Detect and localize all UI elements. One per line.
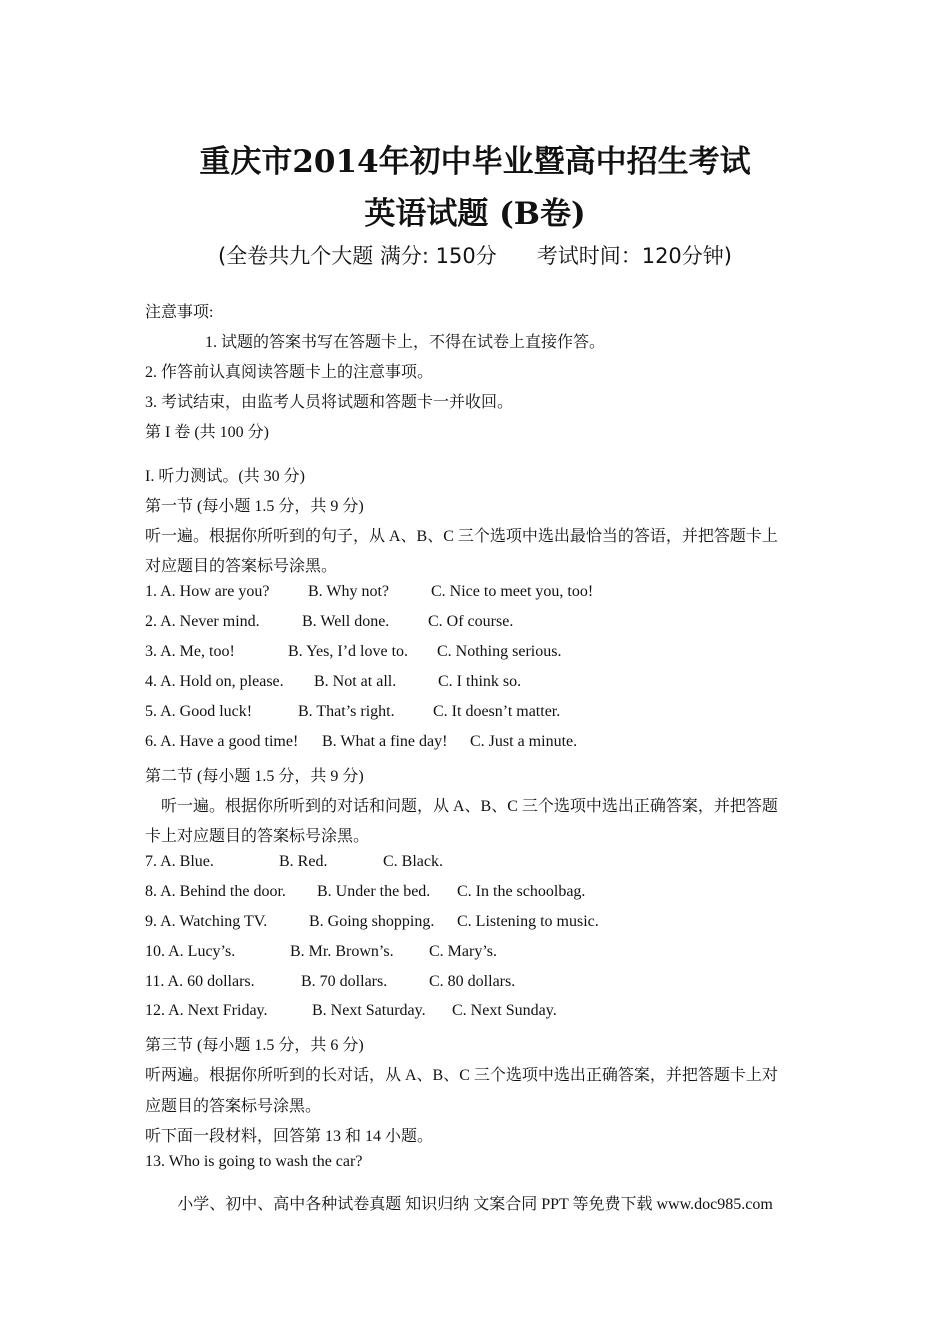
option-b: B. 70 dollars. [301, 973, 388, 990]
question-row [145, 613, 513, 631]
section1-instructions: 听一遍。根据你所听到的句子，从 A、B、C 三个选项中选出最恰当的答语，并把答题卡上 [145, 528, 778, 545]
section3-instructions: 听两遍。根据你所听到的长对话，从 A、B、C 三个选项中选出正确答案，并把答题卡上对 [145, 1067, 778, 1084]
option-c: C. Just a minute. [470, 733, 578, 750]
option-c: C. I think so. [438, 673, 522, 690]
option-a: 8. A. Behind the door. [145, 883, 286, 900]
section1-instructions: 对应题目的答案标号涂黑。 [145, 558, 338, 575]
option-a: 3. A. Me, too! [145, 643, 235, 660]
exam-info [0, 240, 950, 270]
option-a: 4. A. Hold on, please. [145, 673, 284, 690]
option-a: 5. A. Good luck! [145, 703, 253, 720]
notes-heading: 注意事项: [145, 304, 214, 321]
option-c: C. 80 dollars. [429, 973, 516, 990]
part1-heading: I. 听力测试。(共 30 分) [145, 468, 305, 485]
option-c: C. It doesn’t matter. [433, 703, 561, 720]
section3-heading: 第三节 (每小题 1.5 分，共 6 分) [145, 1037, 364, 1054]
option-a: 10. A. Lucy’s. [145, 943, 236, 960]
option-b: B. That’s right. [298, 703, 395, 720]
question-row [145, 853, 443, 871]
option-a: 7. A. Blue. [145, 853, 214, 870]
exam-time-info: 考试时间：120分钟) [536, 244, 732, 268]
question-13: 13. Who is going to wash the car? [145, 1153, 363, 1170]
question-row [145, 703, 560, 721]
option-b: B. Well done. [302, 613, 390, 630]
option-b: B. Why not? [308, 583, 390, 600]
option-c: C. Listening to music. [457, 913, 599, 930]
page-footer: 小学、初中、高中各种试卷真题 知识归纳 文案合同 PPT 等免费下载 www.doc985.com [177, 1196, 773, 1213]
section2-heading: 第二节 (每小题 1.5 分，共 9 分) [145, 768, 364, 785]
option-b: B. Under the bed. [317, 883, 431, 900]
question-row [145, 973, 515, 991]
option-a: 1. A. How are you? [145, 583, 270, 600]
section3-instructions: 应题目的答案标号涂黑。 [145, 1098, 322, 1115]
option-c: C. Nothing serious. [437, 643, 562, 660]
option-b: B. Next Saturday. [312, 1002, 426, 1019]
exam-title: 重庆市2014年初中毕业暨高中招生考试 [199, 144, 751, 180]
question-row [145, 883, 585, 901]
option-c: C. Mary’s. [429, 943, 497, 960]
question-row [145, 673, 521, 691]
option-a: 6. A. Have a good time! [145, 733, 299, 750]
paper1-heading: 第 I 卷 (共 100 分) [145, 424, 269, 441]
option-a: 2. A. Never mind. [145, 613, 260, 630]
option-c: C. Next Sunday. [452, 1002, 557, 1019]
question-row [145, 913, 599, 931]
question-row [145, 943, 497, 961]
option-c: C. Black. [383, 853, 443, 870]
option-c: C. In the schoolbag. [457, 883, 586, 900]
option-b: B. What a fine day! [322, 733, 448, 750]
question-row [145, 733, 577, 751]
section3-material: 听下面一段材料，回答第 13 和 14 小题。 [145, 1128, 434, 1145]
option-c: C. Nice to meet you, too! [431, 583, 594, 600]
question-row [145, 1002, 557, 1020]
option-c: C. Of course. [428, 613, 514, 630]
option-a: 12. A. Next Friday. [145, 1002, 268, 1019]
option-b: B. Yes, I’d love to. [288, 643, 409, 660]
option-a: 9. A. Watching TV. [145, 913, 268, 930]
option-b: B. Not at all. [314, 673, 397, 690]
option-b: B. Going shopping. [309, 913, 435, 930]
section1-heading: 第一节 (每小题 1.5 分，共 9 分) [145, 498, 364, 515]
question-row [145, 643, 561, 661]
section2-instructions: 卡上对应题目的答案标号涂黑。 [145, 828, 370, 845]
note-item: 2. 作答前认真阅读答题卡上的注意事项。 [145, 364, 434, 381]
exam-score-info: (全卷共九个大题 满分: 150分 [218, 244, 497, 268]
option-a: 11. A. 60 dollars. [145, 973, 255, 990]
option-b: B. Red. [279, 853, 328, 870]
option-b: B. Mr. Brown’s. [290, 943, 394, 960]
section2-instructions: 听一遍。根据你所听到的对话和问题，从 A、B、C 三个选项中选出正确答案，并把答题 [161, 798, 778, 815]
note-item: 1. 试题的答案书写在答题卡上，不得在试卷上直接作答。 [205, 334, 606, 351]
exam-subtitle: 英语试题 (B卷) [364, 196, 586, 232]
note-item: 3. 考试结束，由监考人员将试题和答题卡一并收回。 [145, 394, 514, 411]
question-row [145, 583, 593, 601]
